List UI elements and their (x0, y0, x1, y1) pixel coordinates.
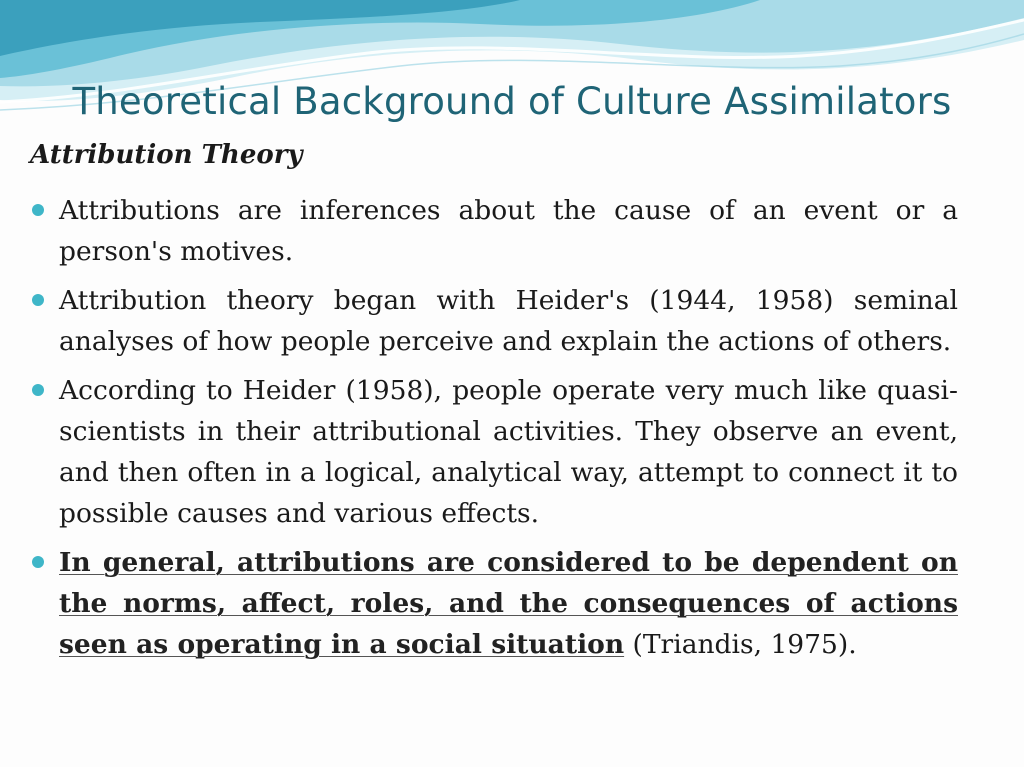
bullet-emphasis-text: In general, attributions are considered to be dependent on the norms, affect, roles, and the consequences of actions seen as operating in a social situation (59, 547, 958, 660)
bullet-dot-icon (32, 556, 44, 568)
bullet-dot-icon (32, 294, 44, 306)
bullet-citation: (Triandis, 1975). (624, 629, 857, 660)
bullet-text: According to Heider (1958), people operate very much like quasi-scientists in their attributional activities. They observe an event, and then often in a logical, analytical way, attempt to connect it to possible causes and various effects. (59, 375, 958, 529)
bullet-text: Attribution theory began with Heider's (1944, 1958) seminal analyses of how people perceive and explain the actions of others. (59, 285, 958, 357)
bullet-text: Attributions are inferences about the cause of an event or a person's motives. (59, 195, 958, 267)
bullet-item (30, 190, 958, 272)
bullet-dot-icon (32, 204, 44, 216)
slide-title: Theoretical Background of Culture Assimilators (72, 80, 952, 123)
section-heading: Attribution Theory (30, 140, 303, 170)
bullet-item (30, 370, 958, 534)
bullet-list (30, 190, 958, 673)
bullet-item (30, 542, 958, 665)
bullet-dot-icon (32, 384, 44, 396)
bullet-item (30, 280, 958, 362)
